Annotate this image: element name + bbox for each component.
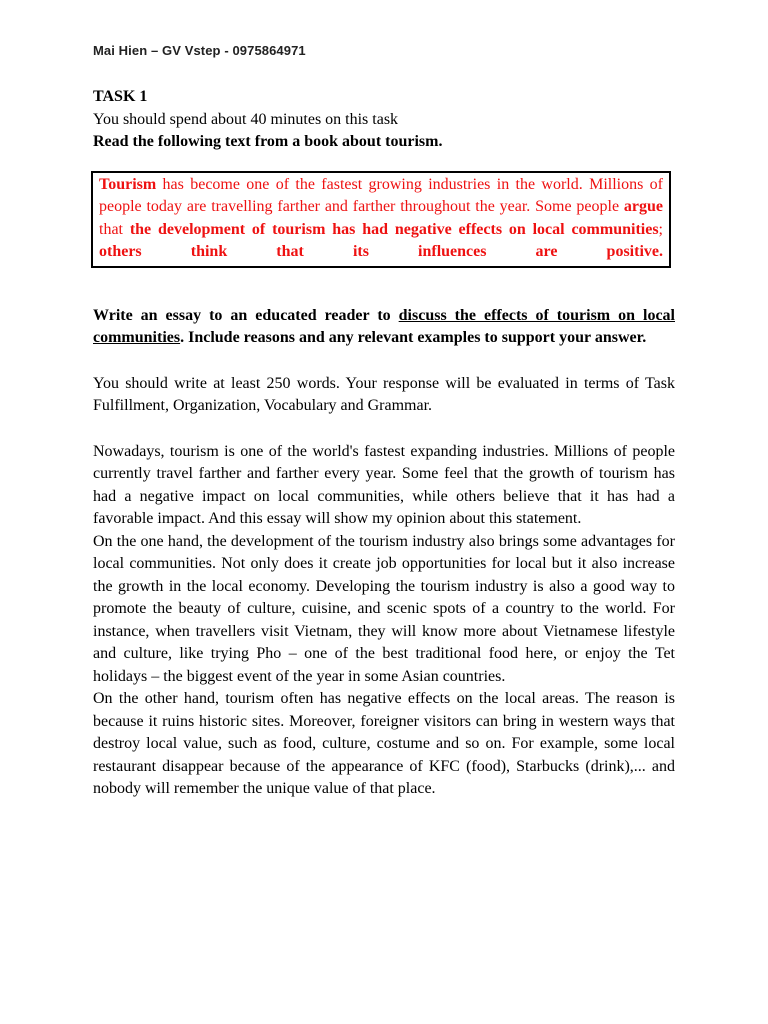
prompt-box [91, 171, 671, 268]
essay-paragraph-disadvantages: On the other hand, tourism often has negative effects on the local areas. The reason is because it ruins historic sites. Moreover, foreigner visitors can bring in western ways that destroy local value, such as food, culture, costume and so on. For example, some local restaurant disappear because of the appearance of KFC (food), Starbucks (drink),... and nobody will remember the unique value of that place. [93, 690, 675, 797]
essay-paragraph-advantages: On the one hand, the development of the tourism industry also brings some advantages for local communities. Not only does it create job opportunities for local but it also increase the growth in the local economy. Developing the tourism industry is also a good way to promote the beauty of culture, cuisine, and scenic spots of a country to the world. For instance, when travellers visit Vietnam, they will know more about Vietnamese lifestyle and culture, like trying Pho – one of the best traditional food here, or enjoy the Tet holidays – the biggest event of the year in some Asian countries. [93, 532, 675, 685]
prompt-text-2: that [99, 220, 130, 238]
prompt-positive-view: others think that its influences are positive. [99, 243, 663, 260]
word-requirement: You should write at least 250 words. Your response will be evaluated in terms of Task Fulfillment, Organization, Vocabulary and Grammar. [93, 374, 675, 414]
essay-instruction [93, 305, 675, 350]
read-instruction: Read the following text from a book about tourism. [93, 133, 443, 150]
essay-instruction-text-1: Write an essay to an educated reader to [93, 306, 399, 324]
time-instruction: You should spend about 40 minutes on this task [93, 110, 399, 128]
essay-instruction-text-2: . Include reasons and any relevant examples to support your answer. [180, 329, 647, 346]
page-header: Mai Hien – GV Vstep - 0975864971 [93, 43, 306, 58]
essay-paragraph-intro: Nowadays, tourism is one of the world's fastest expanding industries. Millions of people currently travel farther and farther every year. Some feel that the growth of tourism has had a negative impact on local communities, while others believe that it has had a favorable impact. And this essay will show my opinion about this statement. [93, 442, 675, 527]
prompt-negative-view: the development of tourism has had negative effects on local communities [129, 220, 659, 238]
prompt-argue-word: argue [623, 198, 663, 215]
document-content [93, 86, 675, 801]
prompt-text-1: has become one of the fastest growing industries in the world. Millions of people today are travelling farther and farther throughout the year. Some people [99, 175, 663, 215]
prompt-topic-word: Tourism [99, 175, 157, 193]
task-title: TASK 1 [93, 88, 148, 105]
essay-instruction-topic: discuss the effects of tourism on local communities [93, 306, 675, 346]
prompt-text-3: ; [658, 220, 663, 238]
